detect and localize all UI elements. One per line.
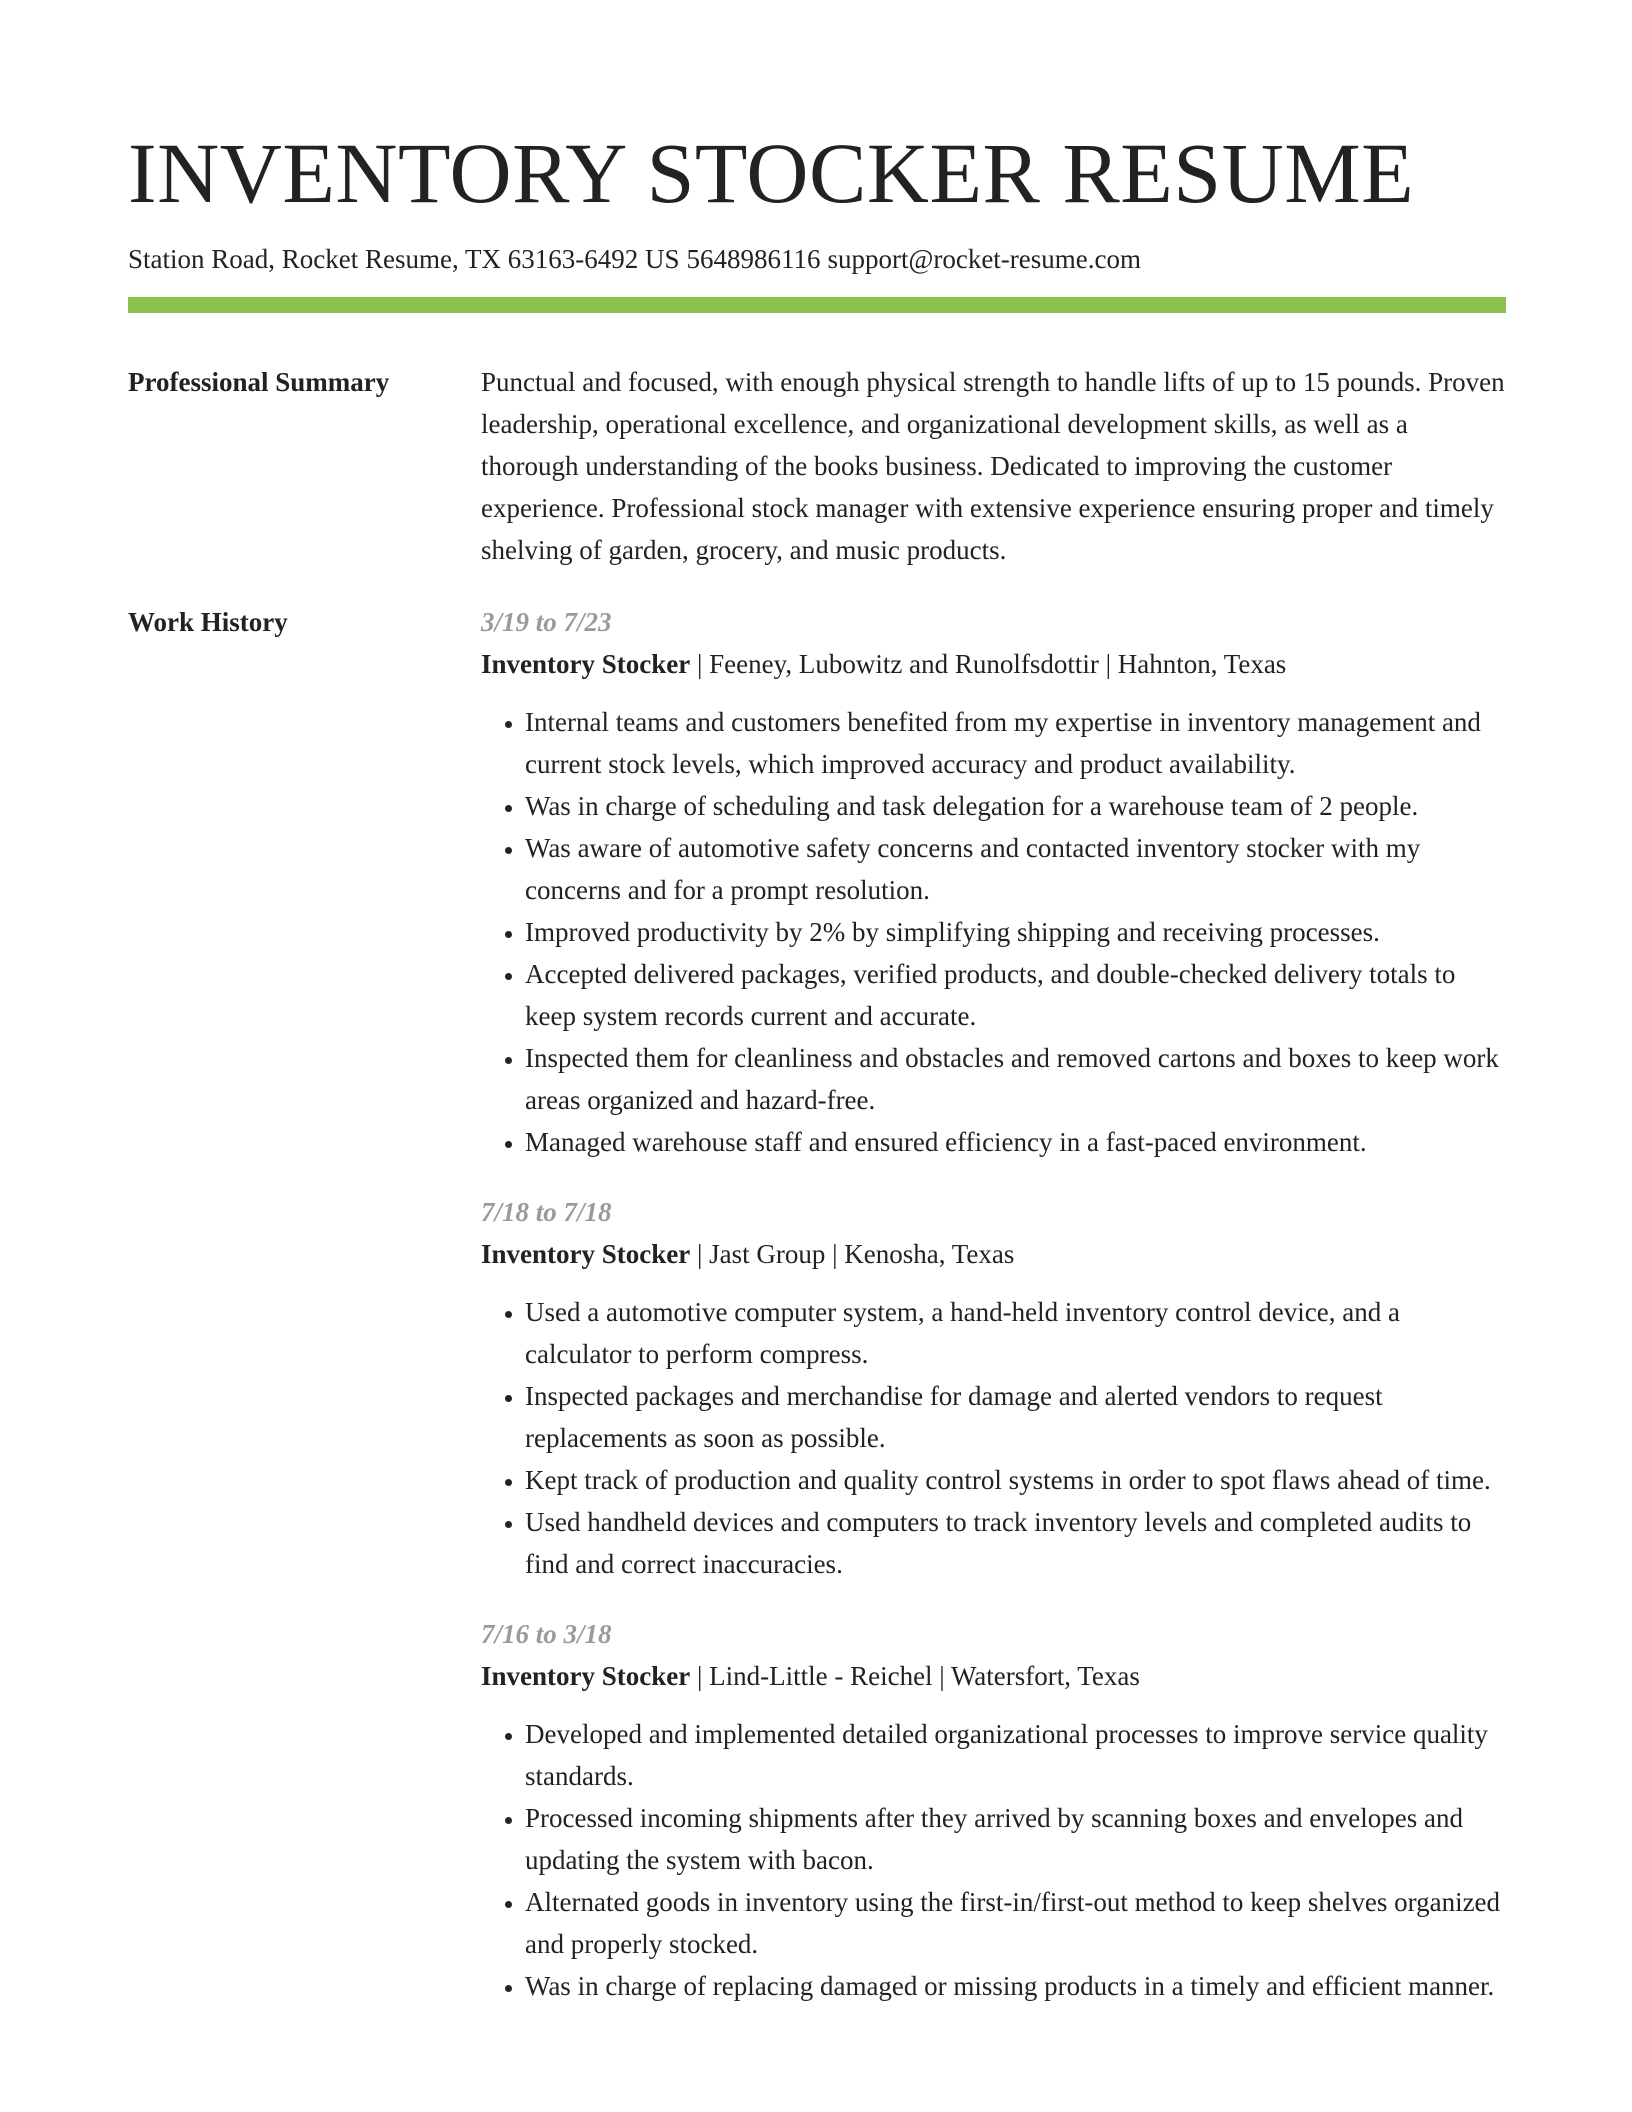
job-duties-list xyxy=(481,701,1506,1163)
job-title-line xyxy=(481,643,1506,685)
job-entry xyxy=(481,1613,1506,2007)
contact-phone: 5648986116 xyxy=(686,244,821,274)
job-duty-item: • Inspected them for cleanliness and obstacles and removed cartons and boxes to keep work areas organized and hazard-free. xyxy=(525,1037,1506,1121)
job-duty-item: • Improved productivity by 2% by simplifying shipping and receiving processes. xyxy=(525,911,1506,953)
job-duty-item: • Was aware of automotive safety concerns and contacted inventory stocker with my concerns and for a prompt resolution. xyxy=(525,827,1506,911)
job-duty-item: • Was in charge of scheduling and task delegation for a warehouse team of 2 people. xyxy=(525,785,1506,827)
job-duty-item: • Managed warehouse staff and ensured efficiency in a fast-paced environment. xyxy=(525,1121,1506,1163)
job-entry xyxy=(481,1191,1506,1585)
job-duty-item: • Internal teams and customers benefited from my expertise in inventory management and current stock levels, which improved accuracy and product availability. xyxy=(525,701,1506,785)
job-duty-item: • Inspected packages and merchandise for damage and alerted vendors to request replacements as soon as possible. xyxy=(525,1375,1506,1459)
job-duty-item: • Kept track of production and quality control systems in order to spot flaws ahead of time. xyxy=(525,1459,1506,1501)
job-duty-item: • Used a automotive computer system, a hand-held inventory control device, and a calculator to perform compress. xyxy=(525,1291,1506,1375)
job-title: Inventory Stocker xyxy=(481,1239,691,1269)
summary-label: Professional Summary xyxy=(128,367,390,397)
header-divider xyxy=(128,297,1506,313)
job-duty-item: • Was in charge of replacing damaged or missing products in a timely and efficient manner. xyxy=(525,1965,1506,2007)
job-duty-item: • Used handheld devices and computers to track inventory levels and completed audits to find and correct inaccuracies. xyxy=(525,1501,1506,1585)
job-title-line xyxy=(481,1233,1506,1275)
contact-address: Station Road, Rocket Resume, TX 63163-6492 US xyxy=(128,244,680,274)
work-history-label: Work History xyxy=(128,607,288,637)
job-duties-list xyxy=(481,1291,1506,1585)
job-employer-location: | Lind-Little - Reichel | Watersfort, Texas xyxy=(690,1661,1140,1691)
job-dates: 7/18 to 7/18 xyxy=(481,1197,612,1227)
work-history-list xyxy=(481,601,1506,2007)
job-duty-item: • Alternated goods in inventory using the first-in/first-out method to keep shelves organized and properly stocked. xyxy=(525,1881,1506,1965)
resume-title: INVENTORY STOCKER RESUME xyxy=(128,125,1415,221)
job-title: Inventory Stocker xyxy=(481,1661,691,1691)
job-dates: 3/19 to 7/23 xyxy=(481,607,612,637)
work-history-section xyxy=(128,601,1506,2007)
job-title: Inventory Stocker xyxy=(481,649,691,679)
contact-email: support@rocket-resume.com xyxy=(827,244,1142,274)
job-duties-list xyxy=(481,1713,1506,2007)
contact-line xyxy=(128,242,1506,276)
job-duty-item: • Processed incoming shipments after they arrived by scanning boxes and envelopes and updating the system with bacon. xyxy=(525,1797,1506,1881)
job-duty-item: • Developed and implemented detailed organizational processes to improve service quality standards. xyxy=(525,1713,1506,1797)
job-dates: 7/16 to 3/18 xyxy=(481,1619,612,1649)
resume-page xyxy=(128,0,1506,2007)
summary-text: Punctual and focused, with enough physical strength to handle lifts of up to 15 pounds. Proven leadership, operational excellence, and organizational development skills, as well as a thorough understanding of the books business. Dedicated to improving the customer experience. Professional stock manager with extensive experience ensuring proper and timely shelving of garden, grocery, and music products. xyxy=(481,367,1505,565)
summary-section xyxy=(128,361,1506,571)
job-employer-location: | Jast Group | Kenosha, Texas xyxy=(690,1239,1015,1269)
job-title-line xyxy=(481,1655,1506,1697)
job-entry xyxy=(481,601,1506,1163)
job-duty-item: • Accepted delivered packages, verified products, and double-checked delivery totals to keep system records current and accurate. xyxy=(525,953,1506,1037)
job-employer-location: | Feeney, Lubowitz and Runolfsdottir | Hahnton, Texas xyxy=(690,649,1287,679)
